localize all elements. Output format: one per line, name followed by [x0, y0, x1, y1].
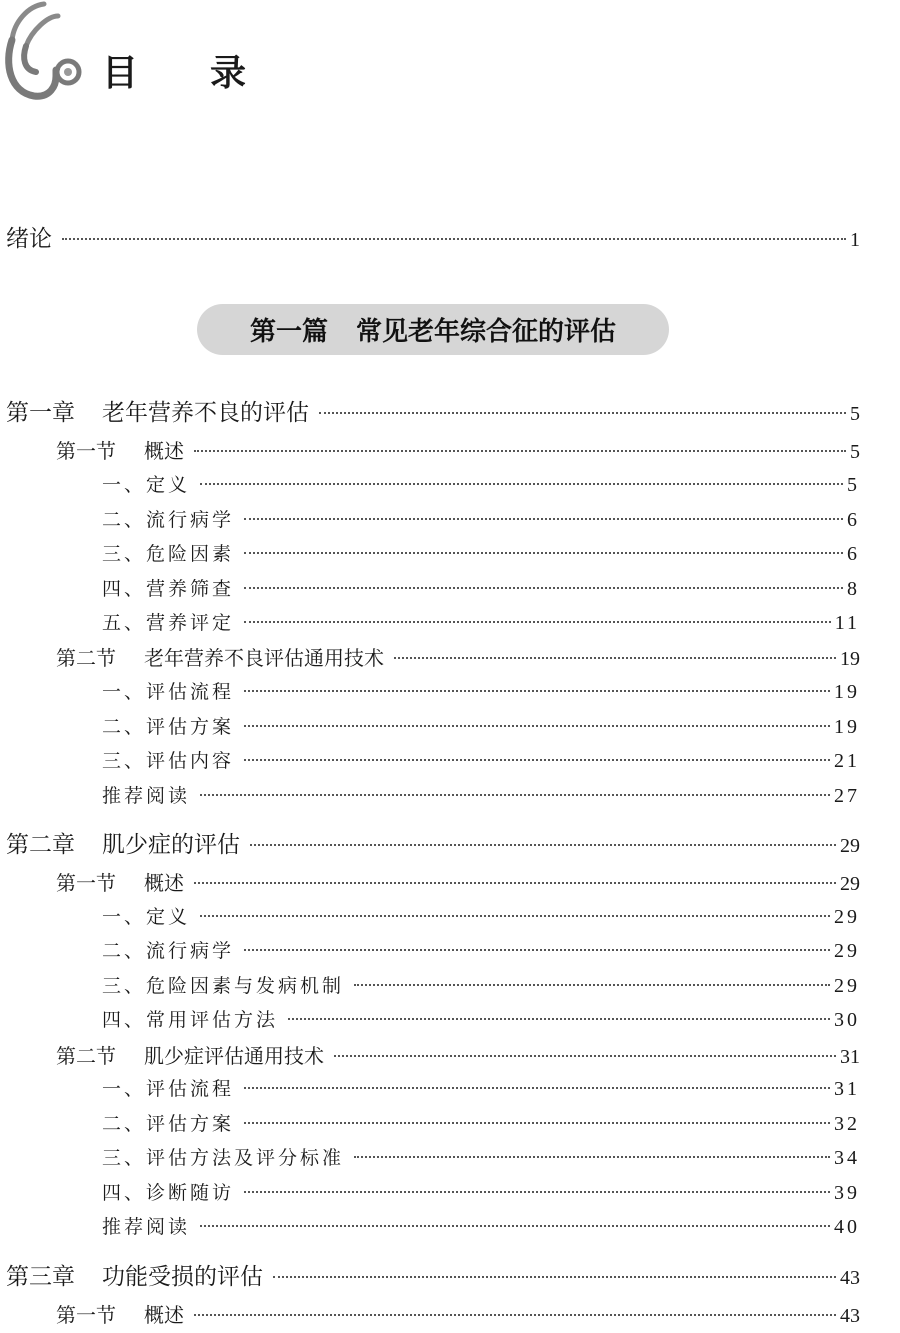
leader-dots: [244, 1087, 830, 1089]
leader-dots: [200, 483, 843, 485]
part-banner: [197, 304, 669, 355]
leader-dots: [394, 657, 836, 659]
toc-item[interactable]: [102, 712, 860, 739]
toc-item[interactable]: [102, 936, 860, 963]
section-number: 第一节: [56, 1303, 116, 1327]
leader-dots: [334, 1055, 836, 1057]
toc-item[interactable]: [102, 1109, 860, 1136]
leader-dots: [244, 690, 830, 692]
part-number: 第一篇: [249, 317, 328, 347]
toc-item[interactable]: [102, 781, 860, 808]
toc-section[interactable]: [56, 1040, 860, 1069]
toc-entry-label: 五、营养评定: [102, 612, 235, 634]
toc-entry-page: 6: [847, 543, 860, 565]
section-title: 肌少症评估通用技术: [144, 1044, 324, 1068]
toc-entry-label: 四、诊断随访: [102, 1182, 235, 1204]
toc-entry-label: 绪论: [6, 226, 52, 252]
toc-entry-page: 21: [834, 750, 860, 772]
toc-entry-label: 三、危险因素: [102, 543, 235, 565]
chapter-title: 肌少症的评估: [102, 832, 240, 858]
toc-item[interactable]: [102, 1178, 860, 1205]
toc-entry-page: 5: [850, 441, 860, 463]
leader-dots: [319, 412, 846, 414]
chapter-number: 第二章: [6, 832, 75, 858]
toc-entry-label: 二、评估方案: [102, 1113, 235, 1135]
page-header: [0, 0, 900, 120]
toc-entry-label: [56, 867, 190, 896]
toc-entry-label: [56, 1040, 330, 1069]
toc-chapter[interactable]: [6, 826, 860, 859]
leader-dots: [273, 1276, 836, 1278]
leader-dots: [244, 587, 843, 589]
toc-entry-label: 三、危险因素与发病机制: [102, 975, 345, 997]
leader-dots: [200, 1225, 830, 1227]
toc-entry-page: 32: [834, 1113, 860, 1135]
toc-entry-label: 推荐阅读: [102, 1216, 191, 1238]
page-title-char-2: 录: [210, 52, 247, 94]
section-number: 第二节: [56, 1044, 116, 1068]
toc-entry-page: 29: [840, 873, 860, 895]
toc-entry-page: 31: [840, 1046, 860, 1068]
leader-dots: [194, 1314, 836, 1316]
leader-dots: [244, 621, 831, 623]
toc-entry-label: 四、常用评估方法: [102, 1009, 279, 1031]
toc-item[interactable]: [102, 608, 860, 635]
section-number: 第一节: [56, 871, 116, 895]
toc-item[interactable]: [102, 746, 860, 773]
toc-section[interactable]: [56, 642, 860, 671]
toc-entry-page: 19: [834, 716, 860, 738]
leader-dots: [62, 238, 846, 240]
leader-dots: [250, 844, 836, 846]
toc-entry-page: 19: [840, 648, 860, 670]
toc-item[interactable]: [102, 971, 860, 998]
chapter-number: 第三章: [6, 1264, 75, 1290]
toc-entry-label: [6, 394, 315, 427]
leader-dots: [288, 1018, 830, 1020]
toc-entry-page: 43: [840, 1267, 860, 1289]
leader-dots: [194, 450, 846, 452]
toc-entry-intro[interactable]: [6, 220, 860, 253]
section-title: 概述: [144, 871, 184, 895]
toc-entry-label: 四、营养筛查: [102, 578, 235, 600]
leader-dots: [244, 518, 843, 520]
toc-entry-page: 5: [850, 403, 860, 425]
part-title: 常见老年综合征的评估: [356, 317, 617, 347]
toc-entry-page: 8: [847, 578, 860, 600]
toc-section[interactable]: [56, 435, 860, 464]
toc-entry-label: 三、评估方法及评分标准: [102, 1147, 345, 1169]
toc-entry-page: 34: [834, 1147, 860, 1169]
leader-dots: [200, 794, 830, 796]
toc-entry-page: 43: [840, 1305, 860, 1327]
toc-item[interactable]: [102, 677, 860, 704]
toc-entry-label: 二、流行病学: [102, 509, 235, 531]
toc-item[interactable]: [102, 470, 860, 497]
leader-dots: [194, 882, 836, 884]
section-title: 概述: [144, 1303, 184, 1327]
toc-entry-page: 27: [834, 785, 860, 807]
toc-entry-label: 一、评估流程: [102, 1078, 235, 1100]
toc-item[interactable]: [102, 1212, 860, 1239]
leader-dots: [244, 1122, 830, 1124]
toc-entry-page: 31: [834, 1078, 860, 1100]
stethoscope-icon: [0, 0, 92, 108]
toc-entry-label: 一、评估流程: [102, 681, 235, 703]
toc-entry-label: 三、评估内容: [102, 750, 235, 772]
toc-item[interactable]: [102, 574, 860, 601]
chapter-number: 第一章: [6, 400, 75, 426]
section-number: 第二节: [56, 646, 116, 670]
toc-entry-page: 11: [834, 612, 860, 634]
leader-dots: [354, 1156, 830, 1158]
toc-item[interactable]: [102, 1143, 860, 1170]
chapter-title: 功能受损的评估: [102, 1264, 263, 1290]
section-number: 第一节: [56, 439, 116, 463]
leader-dots: [244, 949, 830, 951]
toc-entry-page: 6: [847, 509, 860, 531]
toc-entry-label: [56, 435, 190, 464]
section-title: 老年营养不良评估通用技术: [144, 646, 384, 670]
toc-entry-label: [6, 826, 246, 859]
leader-dots: [244, 1191, 830, 1193]
toc-entry-page: 29: [834, 940, 860, 962]
leader-dots: [244, 725, 830, 727]
toc-item[interactable]: [102, 1074, 860, 1101]
toc-entry-page: 29: [834, 906, 860, 928]
toc-entry-label: 推荐阅读: [102, 785, 191, 807]
section-title: 概述: [144, 439, 184, 463]
toc-section[interactable]: [56, 1299, 860, 1328]
toc-item[interactable]: [102, 539, 860, 566]
toc-entry-label: 一、定义: [102, 474, 191, 496]
toc-entry-page: 29: [840, 835, 860, 857]
chapter-title: 老年营养不良的评估: [102, 400, 309, 426]
toc-item[interactable]: [102, 1005, 860, 1032]
toc-entry-page: 19: [834, 681, 860, 703]
toc-entry-page: 39: [834, 1182, 860, 1204]
toc-entry-label: [6, 1258, 269, 1291]
toc-item[interactable]: [102, 902, 860, 929]
toc-entry-label: [56, 1299, 190, 1328]
leader-dots: [244, 552, 843, 554]
toc-entry-page: 29: [834, 975, 860, 997]
page-title: [102, 48, 246, 98]
toc-entry-page: 1: [850, 229, 860, 251]
page-title-char-1: 目: [102, 52, 139, 94]
toc-chapter[interactable]: [6, 1258, 860, 1291]
toc-entry-label: [56, 642, 390, 671]
toc-entry-label: 二、评估方案: [102, 716, 235, 738]
toc-entry-label: 二、流行病学: [102, 940, 235, 962]
toc-entry-label: 一、定义: [102, 906, 191, 928]
toc-item[interactable]: [102, 505, 860, 532]
leader-dots: [244, 759, 830, 761]
toc-section[interactable]: [56, 867, 860, 896]
toc-entry-page: 40: [834, 1216, 860, 1238]
leader-dots: [200, 915, 830, 917]
toc-chapter[interactable]: [6, 394, 860, 427]
toc-entry-page: 30: [834, 1009, 860, 1031]
leader-dots: [354, 984, 830, 986]
toc-entry-page: 5: [847, 474, 860, 496]
